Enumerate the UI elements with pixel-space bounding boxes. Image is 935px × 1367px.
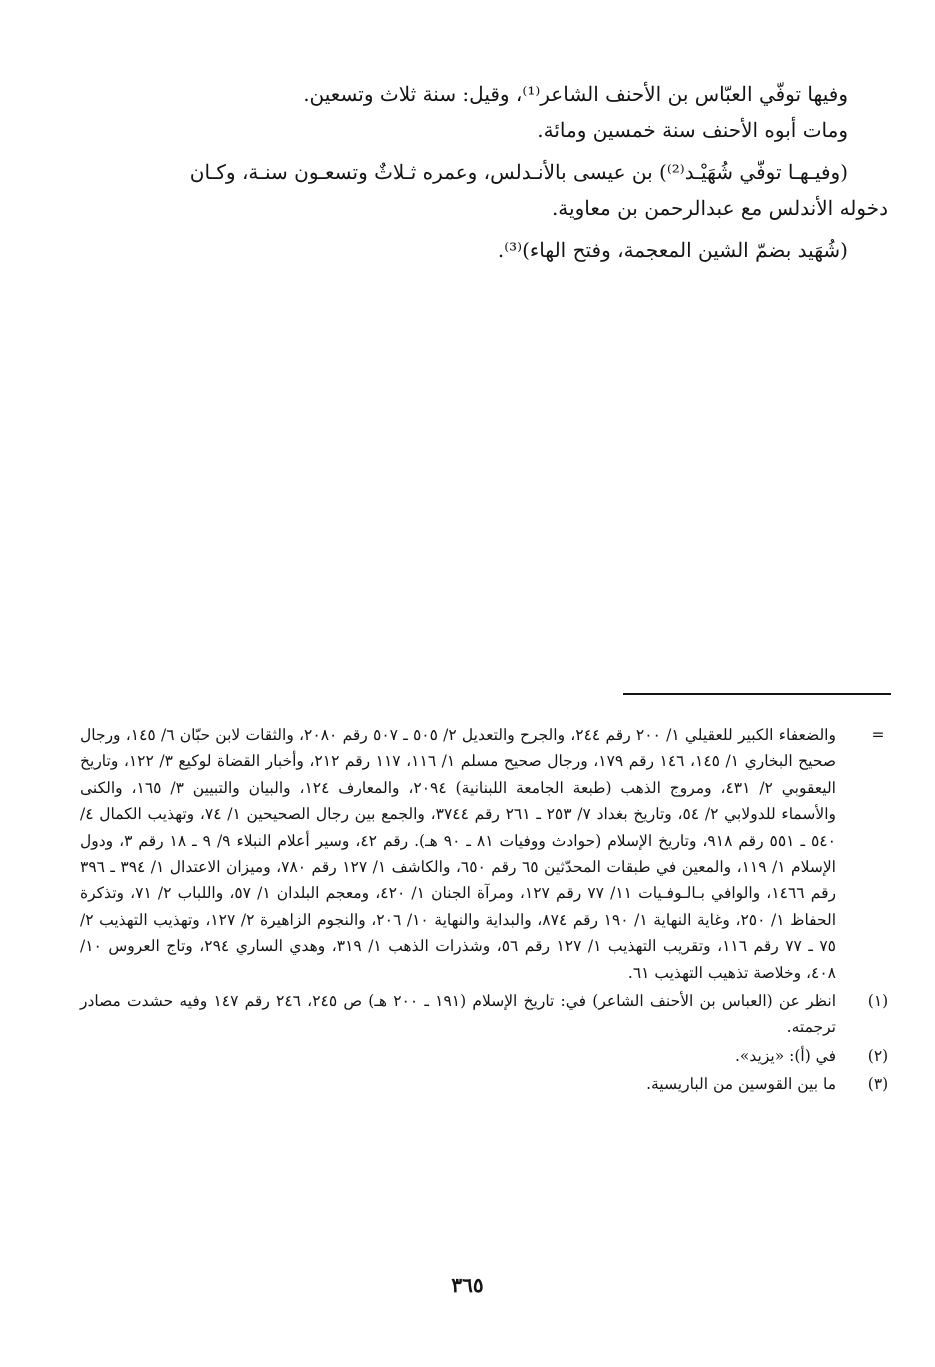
main-text-block (78, 76, 888, 268)
footnote-3 (80, 1071, 898, 1097)
footnote-text: في (أ): «يزيد». (734, 1046, 836, 1065)
text-line: ومات أبوه الأحنف سنة خمسين ومائة. (537, 118, 848, 142)
footnote-marker: (١) (867, 992, 889, 1011)
footnote-separator (623, 693, 891, 695)
footnote-text: انظر عن (العباس بن الأحنف الشاعر) في: تاريخ الإسلام (١٩١ ـ ٢٠٠ هـ) ص ٢٤٥، ٢٤٦ رقم ١٤٧ وفيه حشدت مصادر ترجمته. (80, 992, 836, 1037)
text-line: دخوله الأندلس مع عبدالرحمن بن معاوية. (551, 196, 888, 220)
footnote-text: والضعفاء الكبير للعقيلي ١/ ٢٠٠ رقم ٢٤٤، والجرح والتعديل ٢/ ٥٠٥ ـ ٥٠٧ رقم ٢٠٨٠، والثقات لابن حبّان ٦/ ١٤٥، ورجال صحيح البخاري ١/ ١٤٥، ١٤٦ رقم ١٧٩، ورجال صحيح مسلم ١/ ١١٦، ١١٧ رقم ٢١٢، وأخبار القضاة لوكيع ٣/ ١٢٢، وتاريخ اليعقوبي ٢/ ٤٣١، ومروج الذهب (طبعة الجامعة اللبنانية) ٢٠٩٤، والمعارف ١٢٤، والبيان والتبيين ٣/ ١٦٥، والكنى والأسماء للدولابي ٢/ ٥٤، وتاريخ بغداد ٧/ ٢٥٣ ـ ٢٦١ رقم ٣٧٤٤، والجمع بين رجال الصحيحين ١/ ٧٤، وتهذيب الكمال ٤/ ٥٤٠ ـ ٥٥١ رقم ٩١٨، وتاريخ الإسلام (حوادث ووفيات ٨١ ـ ٩٠ هـ). رقم ٤٢، وسير أعلام النبلاء ٩/ ٩ ـ ١٨ رقم ٣، ودول الإسلام ١/ ١١٩، والمعين في طبقات المحدّثين ٦٥ رقم ٦٥٠، والكاشف ١/ ١٢٧ رقم ٧٨٠، وميزان الاعتدال ١/ ٣٩٤ ـ ٣٩٦ رقم ١٤٦٦، والوافي بـالـوفـيات ١١/ ٧٧ رقم ١٢٧، ومرآة الجنان ١/ ٤٢٠، ومعجم البلدان ١/ ٥٧، واللباب ٢/ ٧١، وتذكرة الحفاظ ١/ ٢٥٠، وغاية النهاية ١/ ١٩٠ رقم ٨٧٤، والبداية والنهاية ١٠/ ٢٠٦، والنجوم الزاهيرة ٢/ ١٢٧، وتهذيب التهذيب ٢/ ٧٥ ـ ٧٧ رقم ١١٦، وتقريب التهذيب ١/ ١٢٧ رقم ٥٦، وشذرات الذهب ١/ ٣١٩، وهدي الساري ٢٩٤، وتاج العروس ١٠/ ٤٠٨، وخلاصة تذهيب التهذيب ٦١. (80, 726, 837, 982)
footnote-continuation (80, 722, 898, 986)
footnotes-section (80, 722, 898, 1098)
text-line: (شُهَيد بضمّ الشين المعجمة، وفتح الهاء)⁽³⁾. (497, 238, 848, 262)
footnote-marker: = (871, 726, 885, 744)
footnote-text: ما بين القوسين من الباريسية. (646, 1075, 836, 1094)
footnote-1 (80, 988, 898, 1041)
footnote-2 (80, 1043, 898, 1069)
text-line: (وفيـهـا توفّي شُهَيْـد⁽²⁾) بن عيسى بالأنـدلس، وعمره ثـلاثٌ وتسعـون سنـة، وكـان (189, 160, 848, 184)
page-number: ٣٦٥ (451, 1273, 484, 1297)
footnote-marker: (٣) (867, 1075, 889, 1094)
footnote-marker: (٢) (867, 1046, 889, 1065)
text-line: وفيها توفّي العبّاس بن الأحنف الشاعر⁽¹⁾، وقيل: سنة ثلاث وتسعين. (303, 82, 848, 106)
